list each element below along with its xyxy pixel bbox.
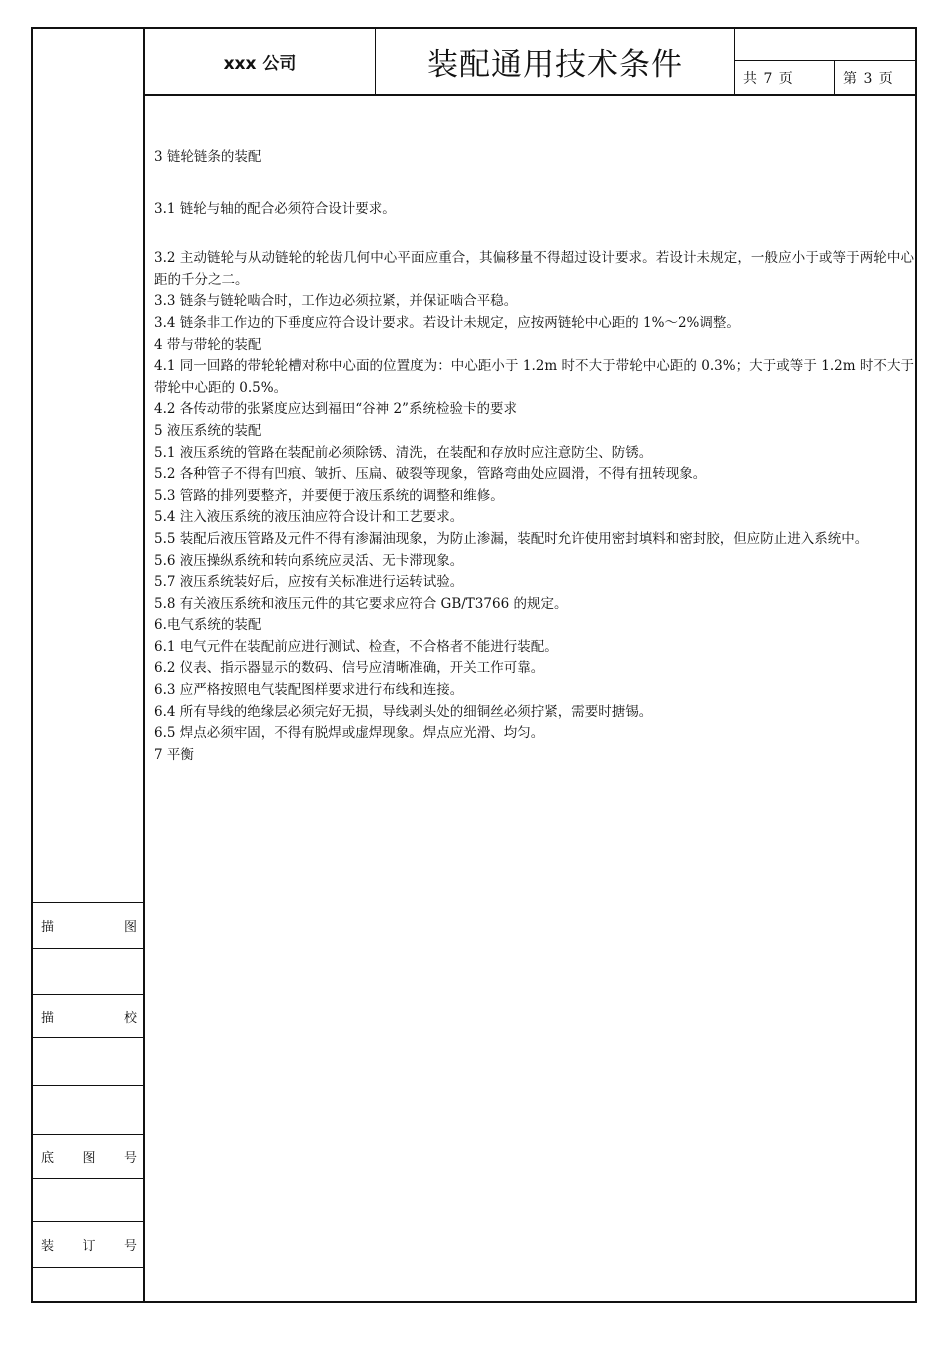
company-name: xxx 公司 bbox=[145, 29, 376, 94]
clause: 5.8 有关液压系统和液压元件的其它要求应符合 GB/T3766 的规定。 bbox=[154, 595, 568, 612]
binding-no-char-1: 装 bbox=[41, 1239, 55, 1254]
clause: 6.3 应严格按照电气装配图样要求进行布线和连接。 bbox=[154, 682, 464, 699]
section-heading: 6.电气系统的装配 bbox=[154, 617, 262, 634]
clause: 5.7 液压系统装好后，应按有关标准进行运转试验。 bbox=[154, 574, 464, 591]
document-header bbox=[145, 29, 917, 96]
draw-label-cell bbox=[33, 902, 143, 948]
clause: 6.2 仪表、指示器显示的数码、信号应清晰准确，开关工作可靠。 bbox=[154, 660, 545, 677]
draw-value-cell bbox=[33, 948, 143, 994]
draw-label-char-2: 图 bbox=[123, 920, 137, 935]
check-label-char-2: 校 bbox=[123, 1010, 137, 1026]
total-pages: 共 7 页 bbox=[735, 61, 835, 94]
base-no-char-3: 号 bbox=[123, 1151, 137, 1166]
clause: 5.4 注入液压系统的液压油应符合设计和工艺要求。 bbox=[154, 509, 464, 526]
clause: 6.1 电气元件在装配前应进行测试、检查，不合格者不能进行装配。 bbox=[154, 638, 558, 655]
page-info-blank bbox=[735, 29, 917, 61]
clause: 5.6 液压操纵系统和转向系统应灵活、无卡滞现象。 bbox=[154, 552, 464, 569]
page-frame bbox=[31, 27, 917, 1303]
clause: 5.1 液压系统的管路在装配前必须除锈、清洗，在装配和存放时应注意防尘、防锈。 bbox=[154, 444, 653, 461]
draw-label-char-1: 描 bbox=[41, 920, 55, 935]
page-info bbox=[735, 29, 917, 94]
clause: 3.3 链条与链轮啮合时，工作边必须拉紧，并保证啮合平稳。 bbox=[154, 293, 518, 310]
clause: 5.3 管路的排列要整齐，并要便于液压系统的调整和维修。 bbox=[154, 487, 504, 504]
section-heading: 5 液压系统的装配 bbox=[154, 422, 262, 439]
section-heading: 3 链轮链条的装配 bbox=[154, 149, 262, 165]
clause: 4.2 各传动带的张紧度应达到福田“谷神 2”系统检验卡的要求 bbox=[154, 401, 517, 418]
blank-cell bbox=[33, 1085, 143, 1134]
clause: 3.1 链轮与轴的配合必须符合设计要求。 bbox=[154, 200, 396, 217]
binding-no-label-cell bbox=[33, 1221, 143, 1267]
current-page: 第 3 页 bbox=[843, 70, 894, 87]
clause: 3.4 链条非工作边的下垂度应符合设计要求。若设计未规定，应按两链轮中心距的 1%～2%调整。 bbox=[154, 314, 740, 331]
clause: 6.4 所有导线的绝缘层必须完好无损，导线剥头处的细铜丝必须拧紧，需要时搪锡。 bbox=[154, 703, 653, 720]
section-heading: 4 带与带轮的装配 bbox=[154, 336, 262, 353]
check-label-cell bbox=[33, 994, 143, 1037]
clause: 5.2 各种管子不得有凹痕、皱折、压扁、破裂等现象，管路弯曲处应圆滑，不得有扭转现象。 bbox=[154, 466, 707, 483]
check-label-char-1: 描 bbox=[41, 1010, 55, 1026]
base-no-char-1: 底 bbox=[41, 1151, 55, 1166]
base-no-char-2: 图 bbox=[82, 1151, 96, 1166]
base-no-label-cell bbox=[33, 1134, 143, 1178]
clause: 3.2 主动链轮与从动链轮的轮齿几何中心平面应重合，其偏移量不得超过设计要求。若设计未规定，一般应小于或等于两轮中心距的千分之二。 bbox=[154, 250, 914, 288]
binding-no-char-2: 订 bbox=[82, 1239, 96, 1254]
check-value-cell bbox=[33, 1037, 143, 1085]
clause: 4.1 同一回路的带轮轮槽对称中心面的位置度为：中心距小于 1.2m 时不大于带轮中心距的 0.3%；大于或等于 1.2m 时不大于带轮中心距的 0.5%。 bbox=[154, 358, 914, 396]
document-body bbox=[154, 147, 914, 766]
base-no-value-cell bbox=[33, 1178, 143, 1221]
section-heading: 7 平衡 bbox=[154, 746, 194, 763]
left-column bbox=[33, 29, 145, 1301]
binding-no-value-cell bbox=[33, 1267, 143, 1303]
clause: 5.5 装配后液压管路及元件不得有渗漏油现象，为防止渗漏，装配时允许使用密封填料和密封胶，但应防止进入系统中。 bbox=[154, 530, 869, 547]
binding-no-char-3: 号 bbox=[123, 1239, 137, 1254]
document-title: 装配通用技术条件 bbox=[376, 29, 735, 94]
clause: 6.5 焊点必须牢固，不得有脱焊或虚焊现象。焊点应光滑、均匀。 bbox=[154, 725, 545, 742]
